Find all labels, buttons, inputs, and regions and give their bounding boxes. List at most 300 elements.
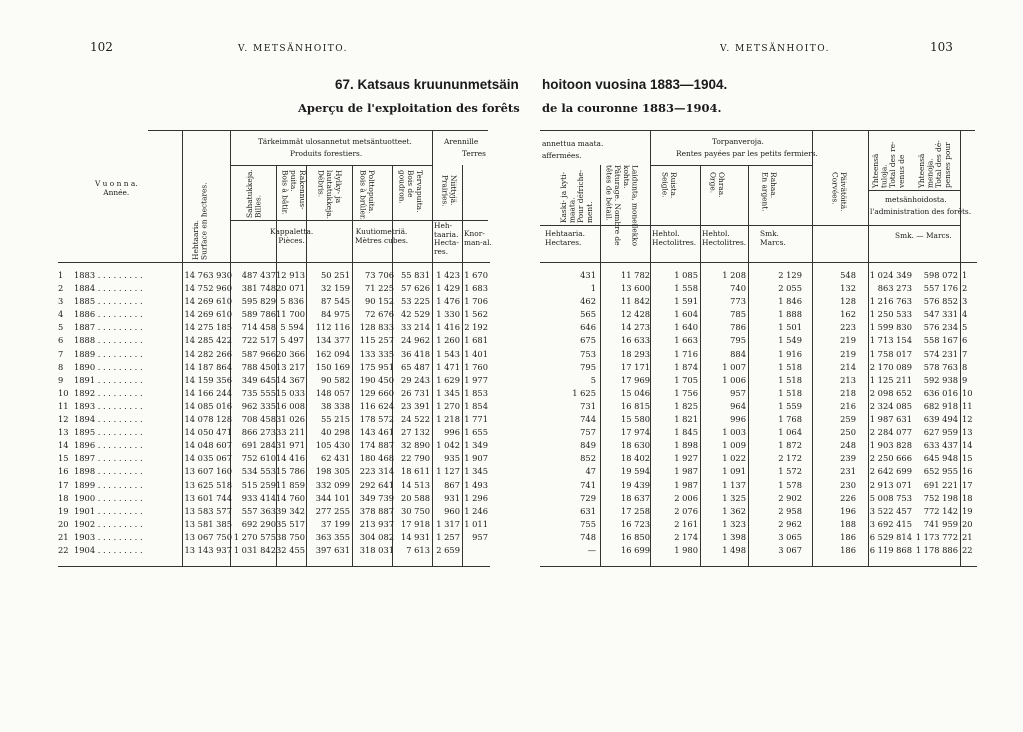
cell-tulot: 1 250 533 bbox=[869, 309, 912, 320]
cell-terva: 23 391 bbox=[400, 400, 430, 411]
cell-raha: 2 958 bbox=[778, 505, 802, 516]
cell-terva: 14 513 bbox=[400, 479, 430, 490]
table-row bbox=[58, 387, 490, 400]
cell-raha: 1 846 bbox=[778, 296, 802, 307]
cell-n: 1 bbox=[58, 270, 64, 280]
cell-area: 14 269 610 bbox=[184, 309, 232, 320]
cell-poltto: 143 461 bbox=[359, 427, 394, 438]
cell-laidun: 14 273 bbox=[620, 322, 650, 333]
money-header: Rahaa. En argent. bbox=[760, 172, 779, 212]
header-bottom-rule-right bbox=[540, 262, 977, 263]
cell-laidun: 15 046 bbox=[620, 387, 650, 398]
cell-niitty: 1 543 bbox=[436, 348, 460, 359]
cell-ohra: 1 006 bbox=[722, 374, 746, 385]
cell-tukki: 722 517 bbox=[241, 335, 276, 346]
cell-niitty: 1 042 bbox=[436, 440, 460, 451]
table-row bbox=[540, 400, 977, 413]
cell-tukki: 557 363 bbox=[241, 505, 276, 516]
cell-area: 13 601 744 bbox=[184, 492, 232, 503]
cell-year: 1901 . . . . . . . . . bbox=[74, 505, 143, 516]
cell-ruis: 1 821 bbox=[674, 414, 698, 425]
cell-tulot: 863 273 bbox=[877, 283, 912, 294]
cell-hylky: 90 582 bbox=[320, 374, 350, 385]
cell-year: 1899 . . . . . . . . . bbox=[74, 479, 143, 490]
cell-ohra: 884 bbox=[730, 348, 746, 359]
cell-ohra: 1 091 bbox=[722, 466, 746, 477]
cell-year: 1892 . . . . . . . . . bbox=[74, 387, 143, 398]
cell-year: 1900 . . . . . . . . . bbox=[74, 492, 143, 503]
cell-tukki: 788 450 bbox=[241, 361, 276, 372]
cell-ruis: 1 705 bbox=[674, 374, 698, 385]
cell-ruis: 1 640 bbox=[674, 322, 698, 333]
cell-niitty: 1 629 bbox=[436, 374, 460, 385]
meadows-header: Niittyjä. Prairies. bbox=[440, 175, 459, 207]
pasture-header: Laidunta, moneilekko kohta. Pâturage. Nombre de têtes de bétail. bbox=[604, 165, 640, 247]
cell-rak: 5 836 bbox=[280, 296, 304, 307]
cell-year: 1894 . . . . . . . . . bbox=[74, 414, 143, 425]
total-revenue-header: Yhteensä tuloja. Total des re- venus de bbox=[871, 141, 906, 188]
cell-laidun: 12 428 bbox=[620, 309, 650, 320]
cell-n: 5 bbox=[58, 322, 64, 333]
cell-tulot: 2 250 666 bbox=[869, 453, 912, 464]
cell-n: 22 bbox=[962, 544, 973, 555]
cell-terva: 20 588 bbox=[400, 492, 430, 503]
cell-rak: 14 760 bbox=[276, 492, 306, 503]
cell-paiva: 248 bbox=[840, 440, 856, 451]
table-row bbox=[540, 387, 977, 400]
cell-menot: 547 331 bbox=[923, 309, 958, 320]
cell-menot: 558 167 bbox=[923, 335, 958, 346]
rye-header: Ruista. Seigle. bbox=[660, 172, 679, 199]
cell-poltto: 115 257 bbox=[359, 335, 394, 346]
cell-rak: 15 786 bbox=[276, 466, 306, 477]
cell-n: 5 bbox=[962, 322, 968, 333]
table-title-right: hoitoon vuosina 1883—1904. bbox=[542, 77, 728, 92]
cell-ohra: 785 bbox=[730, 309, 746, 320]
cell-poltto: 174 887 bbox=[359, 440, 394, 451]
cell-laidun: 16 815 bbox=[620, 400, 650, 411]
cell-n: 4 bbox=[962, 309, 968, 320]
cell-ohra: 1 003 bbox=[722, 427, 746, 438]
cell-hylky: 112 116 bbox=[315, 322, 350, 333]
cell-tukki: 866 273 bbox=[241, 427, 276, 438]
group-rule bbox=[650, 165, 812, 166]
cell-area: 14 282 266 bbox=[184, 348, 232, 359]
group-rule bbox=[868, 190, 960, 191]
cell-raha: 2 962 bbox=[778, 518, 802, 529]
cell-paiva: 213 bbox=[840, 374, 856, 385]
table-row bbox=[540, 413, 977, 426]
right-table-body bbox=[540, 269, 977, 557]
cell-tulot: 1 216 763 bbox=[869, 296, 912, 307]
cell-knur: 1 907 bbox=[464, 453, 488, 464]
cell-raha: 1 549 bbox=[778, 335, 802, 346]
cell-rak: 11 859 bbox=[276, 479, 306, 490]
cell-niitty: 2 659 bbox=[436, 544, 460, 555]
table-row bbox=[540, 374, 977, 387]
cell-ruis: 1 558 bbox=[674, 283, 698, 294]
crofter-rents-header: Torpanveroja. bbox=[712, 137, 764, 146]
cell-n: 20 bbox=[962, 518, 973, 529]
cell-tulot: 3 522 457 bbox=[869, 505, 912, 516]
cell-menot: 639 494 bbox=[923, 414, 958, 425]
cell-hylky: 87 545 bbox=[320, 296, 350, 307]
cell-niitty: 1 330 bbox=[436, 309, 460, 320]
cell-area: 14 050 471 bbox=[184, 427, 232, 438]
cell-tulot: 1 903 828 bbox=[869, 440, 912, 451]
cell-menot: 592 938 bbox=[923, 374, 958, 385]
cell-year: 1893 . . . . . . . . . bbox=[74, 400, 143, 411]
cell-paiva: 223 bbox=[840, 322, 856, 333]
cell-n: 15 bbox=[58, 453, 69, 464]
cell-tulot: 1 125 211 bbox=[869, 374, 912, 385]
cell-niitty: 996 bbox=[444, 427, 460, 438]
cell-tulot: 1 024 349 bbox=[869, 270, 912, 280]
cell-laidun: 13 600 bbox=[620, 283, 650, 294]
clearing-header: Kaski- ja kyti- maata. Pour défriche- ment. bbox=[559, 169, 594, 223]
cell-area: 14 763 930 bbox=[184, 270, 232, 280]
cell-hylky: 332 099 bbox=[315, 479, 350, 490]
cell-menot: 633 437 bbox=[923, 440, 958, 451]
cell-n: 21 bbox=[962, 531, 973, 542]
cell-n: 11 bbox=[58, 400, 69, 411]
cell-knur: 1 706 bbox=[464, 296, 488, 307]
group-rule bbox=[230, 165, 432, 166]
cell-ruis: 1 980 bbox=[674, 544, 698, 555]
cell-tulot: 2 170 089 bbox=[869, 361, 912, 372]
header-bottom-rule bbox=[58, 262, 490, 263]
cell-knur: 1 349 bbox=[464, 440, 488, 451]
table-row bbox=[58, 492, 490, 505]
cell-paiva: 132 bbox=[840, 283, 856, 294]
marks-unit-right: Smk. — Marcs. bbox=[895, 231, 952, 240]
cell-n: 7 bbox=[58, 348, 64, 359]
cell-kaski: — bbox=[587, 544, 596, 555]
cell-niitty: 1 270 bbox=[436, 400, 460, 411]
tar-wood-header: Tervapuita. Bois de goudron. bbox=[397, 170, 424, 213]
cell-raha: 1 872 bbox=[778, 440, 802, 451]
cell-area: 14 285 422 bbox=[184, 335, 232, 346]
cell-hylky: 148 057 bbox=[315, 387, 350, 398]
cell-tulot: 2 098 652 bbox=[869, 387, 912, 398]
cell-paiva: 218 bbox=[840, 387, 856, 398]
table-row bbox=[58, 544, 490, 557]
cell-ohra: 1 362 bbox=[722, 505, 746, 516]
table-row bbox=[58, 465, 490, 478]
cell-ohra: 1 007 bbox=[722, 361, 746, 372]
cell-tulot: 2 913 071 bbox=[869, 479, 912, 490]
cell-n: 1 bbox=[962, 270, 968, 280]
cell-terva: 7 613 bbox=[406, 544, 430, 555]
cell-poltto: 178 572 bbox=[359, 414, 394, 425]
table-row bbox=[58, 282, 490, 295]
cell-rak: 5 497 bbox=[280, 335, 304, 346]
cell-poltto: 304 082 bbox=[359, 531, 394, 542]
cell-year: 1888 . . . . . . . . . bbox=[74, 335, 143, 346]
area-header: Hehtaaria. Surface en hectares. bbox=[191, 182, 209, 260]
cell-knur: 1 493 bbox=[464, 479, 488, 490]
cell-poltto: 378 887 bbox=[359, 505, 394, 516]
cell-terva: 36 418 bbox=[400, 348, 430, 359]
cell-area: 14 166 244 bbox=[184, 387, 232, 398]
cell-rak: 31 971 bbox=[276, 440, 306, 451]
cell-terva: 27 132 bbox=[400, 427, 430, 438]
cell-laidun: 18 402 bbox=[620, 453, 650, 464]
cell-knur: 2 192 bbox=[464, 322, 488, 333]
cell-n: 14 bbox=[58, 440, 69, 451]
cell-terva: 42 529 bbox=[400, 309, 430, 320]
cell-year: 1884 . . . . . . . . . bbox=[74, 283, 143, 294]
cell-terva: 18 611 bbox=[400, 466, 430, 477]
cell-kaski: 47 bbox=[585, 466, 596, 477]
forest-admin-header: metsänhoidosta. bbox=[885, 195, 947, 204]
cell-rak: 31 026 bbox=[276, 414, 306, 425]
cell-year: 1898 . . . . . . . . . bbox=[74, 466, 143, 477]
table-row bbox=[540, 348, 977, 361]
cell-knur: 1 771 bbox=[464, 414, 488, 425]
cell-paiva: 230 bbox=[840, 479, 856, 490]
cell-tukki: 1 270 575 bbox=[233, 531, 276, 542]
cell-area: 13 625 518 bbox=[184, 479, 232, 490]
cell-paiva: 231 bbox=[840, 466, 856, 477]
cell-menot: 691 221 bbox=[923, 479, 958, 490]
cell-knur: 1 977 bbox=[464, 374, 488, 385]
cell-raha: 1 888 bbox=[778, 309, 802, 320]
cell-area: 13 067 750 bbox=[184, 531, 232, 542]
cell-menot: 627 959 bbox=[923, 427, 958, 438]
cell-niitty: 931 bbox=[444, 492, 460, 503]
cell-poltto: 133 335 bbox=[359, 348, 394, 359]
cell-year: 1904 . . . . . . . . . bbox=[74, 544, 143, 555]
cell-kaski: 757 bbox=[580, 427, 596, 438]
cell-area: 14 159 356 bbox=[184, 374, 232, 385]
cell-menot: 1 173 772 bbox=[915, 531, 958, 542]
cell-n: 8 bbox=[58, 361, 64, 372]
cell-laidun: 11 842 bbox=[620, 296, 650, 307]
cell-terva: 55 831 bbox=[400, 270, 430, 280]
table-row bbox=[540, 439, 977, 452]
cell-n: 12 bbox=[962, 414, 973, 425]
cell-raha: 3 065 bbox=[778, 531, 802, 542]
cell-knur: 1 853 bbox=[464, 387, 488, 398]
table-row bbox=[540, 361, 977, 374]
table-row bbox=[540, 334, 977, 347]
table-row bbox=[540, 465, 977, 478]
cell-area: 14 752 960 bbox=[184, 283, 232, 294]
cell-n: 13 bbox=[58, 427, 69, 438]
cell-kaski: 741 bbox=[580, 479, 596, 490]
hectares-unit-right: Hehtaaria. Hectares. bbox=[545, 229, 586, 247]
table-title-left: 67. Katsaus kruununmetsäin bbox=[335, 77, 519, 92]
cell-n: 19 bbox=[58, 505, 69, 516]
cell-terva: 17 918 bbox=[400, 518, 430, 529]
cell-kaski: 795 bbox=[580, 361, 596, 372]
cell-menot: 741 959 bbox=[923, 518, 958, 529]
table-subtitle-left: Aperçu de l'exploitation des forêts bbox=[298, 101, 520, 115]
table-row bbox=[540, 492, 977, 505]
cell-knur: 1 246 bbox=[464, 505, 488, 516]
cell-ruis: 1 604 bbox=[674, 309, 698, 320]
cell-tulot: 6 529 814 bbox=[869, 531, 912, 542]
cell-menot: 598 072 bbox=[923, 270, 958, 280]
leased-land-header: annettua maata. bbox=[542, 139, 604, 148]
cell-raha: 2 902 bbox=[778, 492, 802, 503]
cell-laidun: 16 850 bbox=[620, 531, 650, 542]
table-row bbox=[540, 295, 977, 308]
cell-area: 14 085 016 bbox=[184, 400, 232, 411]
cell-tukki: 587 966 bbox=[241, 348, 276, 359]
cell-raha: 2 055 bbox=[778, 283, 802, 294]
cell-niitty: 1 257 bbox=[436, 531, 460, 542]
cell-raha: 1 559 bbox=[778, 400, 802, 411]
cell-rak: 39 342 bbox=[276, 505, 306, 516]
running-title-right: V. METSÄNHOITO. bbox=[720, 44, 830, 54]
cell-rak: 16 008 bbox=[276, 400, 306, 411]
cell-knur: 1 562 bbox=[464, 309, 488, 320]
cell-poltto: 116 624 bbox=[359, 400, 394, 411]
cell-paiva: 219 bbox=[840, 348, 856, 359]
rent-group-header: Arennille bbox=[444, 137, 479, 146]
cell-n: 14 bbox=[962, 440, 973, 451]
cell-kaski: 731 bbox=[580, 400, 596, 411]
cell-n: 16 bbox=[58, 466, 69, 477]
cell-poltto: 292 641 bbox=[359, 479, 394, 490]
table-row bbox=[58, 518, 490, 531]
cell-area: 14 187 864 bbox=[184, 361, 232, 372]
cell-tulot: 2 324 085 bbox=[869, 400, 912, 411]
table-row bbox=[540, 452, 977, 465]
table-row bbox=[58, 505, 490, 518]
cell-ohra: 964 bbox=[730, 400, 746, 411]
cell-ruis: 1 825 bbox=[674, 400, 698, 411]
cell-laidun: 18 630 bbox=[620, 440, 650, 451]
cell-ohra: 1 009 bbox=[722, 440, 746, 451]
corvees-header: Päivätöitä. Corvées. bbox=[830, 172, 849, 212]
cell-hylky: 344 101 bbox=[315, 492, 350, 503]
cell-rak: 11 700 bbox=[276, 309, 306, 320]
cell-rak: 38 750 bbox=[276, 531, 306, 542]
hectares-unit-header: Heh- taaria. Hecta- res. bbox=[434, 221, 459, 256]
table-row bbox=[540, 518, 977, 531]
cell-niitty: 1 317 bbox=[436, 518, 460, 529]
building-timber-header: Rakennus- puita. Bois à bâtir. bbox=[280, 170, 307, 215]
cell-ohra: 740 bbox=[730, 283, 746, 294]
table-row bbox=[58, 295, 490, 308]
cell-kaski: 852 bbox=[580, 453, 596, 464]
cell-laidun: 18 637 bbox=[620, 492, 650, 503]
cell-ruis: 1 085 bbox=[674, 270, 698, 280]
table-bottom-rule-right bbox=[540, 566, 977, 567]
cell-rak: 33 211 bbox=[276, 427, 306, 438]
cell-niitty: 1 260 bbox=[436, 335, 460, 346]
cell-n: 13 bbox=[962, 427, 973, 438]
cell-terva: 24 962 bbox=[400, 335, 430, 346]
table-row bbox=[58, 361, 490, 374]
cell-hylky: 38 338 bbox=[320, 400, 350, 411]
cell-terva: 53 225 bbox=[400, 296, 430, 307]
cell-area: 14 269 610 bbox=[184, 296, 232, 307]
cell-area: 14 078 128 bbox=[184, 414, 232, 425]
cell-paiva: 239 bbox=[840, 453, 856, 464]
cell-paiva: 548 bbox=[840, 270, 856, 280]
table-row bbox=[58, 413, 490, 426]
cell-year: 1890 . . . . . . . . . bbox=[74, 361, 143, 372]
table-row bbox=[58, 531, 490, 544]
cell-tukki: 589 786 bbox=[241, 309, 276, 320]
cell-tulot: 1 713 154 bbox=[869, 335, 912, 346]
cell-ruis: 1 591 bbox=[674, 296, 698, 307]
cell-laidun: 17 974 bbox=[620, 427, 650, 438]
cell-tukki: 692 290 bbox=[241, 518, 276, 529]
cell-n: 15 bbox=[962, 453, 973, 464]
cell-menot: 636 016 bbox=[923, 387, 958, 398]
table-row bbox=[58, 374, 490, 387]
cell-niitty: 1 127 bbox=[436, 466, 460, 477]
cell-laidun: 16 633 bbox=[620, 335, 650, 346]
cell-poltto: 175 951 bbox=[359, 361, 394, 372]
year-header: V u o n n a. Année. bbox=[95, 179, 138, 197]
cell-n: 7 bbox=[962, 348, 968, 359]
cell-ohra: 1 498 bbox=[722, 544, 746, 555]
table-row bbox=[540, 505, 977, 518]
table-row bbox=[58, 334, 490, 347]
cell-knur: 1 401 bbox=[464, 348, 488, 359]
cell-menot: 574 231 bbox=[923, 348, 958, 359]
cell-ohra: 1 398 bbox=[722, 531, 746, 542]
hectolitres-unit-1: Hehtol. Hectolitres. bbox=[652, 229, 697, 247]
cell-area: 13 583 577 bbox=[184, 505, 232, 516]
cell-terva: 29 243 bbox=[400, 374, 430, 385]
cell-terva: 65 487 bbox=[400, 361, 430, 372]
cell-kaski: 646 bbox=[580, 322, 596, 333]
cell-n: 9 bbox=[58, 374, 64, 385]
cell-laidun: 17 258 bbox=[620, 505, 650, 516]
cell-terva: 22 790 bbox=[400, 453, 430, 464]
cell-tukki: 752 610 bbox=[241, 453, 276, 464]
cell-ruis: 1 927 bbox=[674, 453, 698, 464]
cell-kaski: 431 bbox=[580, 270, 596, 280]
cell-n: 20 bbox=[58, 518, 69, 529]
cell-terva: 30 750 bbox=[400, 505, 430, 516]
cell-menot: 682 918 bbox=[923, 400, 958, 411]
cell-paiva: 219 bbox=[840, 335, 856, 346]
cell-niitty: 1 218 bbox=[436, 414, 460, 425]
cell-tukki: 595 829 bbox=[241, 296, 276, 307]
cell-n: 6 bbox=[962, 335, 968, 346]
cell-hylky: 134 377 bbox=[315, 335, 350, 346]
cell-menot: 576 852 bbox=[923, 296, 958, 307]
cell-kaski: 1 bbox=[590, 283, 596, 294]
cell-area: 14 035 067 bbox=[184, 453, 232, 464]
cell-rak: 15 033 bbox=[276, 387, 306, 398]
cell-poltto: 190 450 bbox=[359, 374, 394, 385]
table-bottom-rule bbox=[58, 566, 490, 567]
cell-rak: 35 517 bbox=[276, 518, 306, 529]
knur-unit-header: Knor- man-al. bbox=[464, 229, 492, 247]
cell-knur: 1 670 bbox=[464, 270, 488, 280]
cell-ruis: 1 716 bbox=[674, 348, 698, 359]
cell-hylky: 40 298 bbox=[320, 427, 350, 438]
cell-n: 6 bbox=[58, 335, 64, 346]
cell-knur: 1 011 bbox=[464, 518, 488, 529]
cell-niitty: 935 bbox=[444, 453, 460, 464]
cell-poltto: 180 468 bbox=[359, 453, 394, 464]
cell-paiva: 186 bbox=[840, 531, 856, 542]
cell-hylky: 277 255 bbox=[315, 505, 350, 516]
cell-kaski: 849 bbox=[580, 440, 596, 451]
cell-hylky: 397 631 bbox=[315, 544, 350, 555]
cell-raha: 3 067 bbox=[778, 544, 802, 555]
